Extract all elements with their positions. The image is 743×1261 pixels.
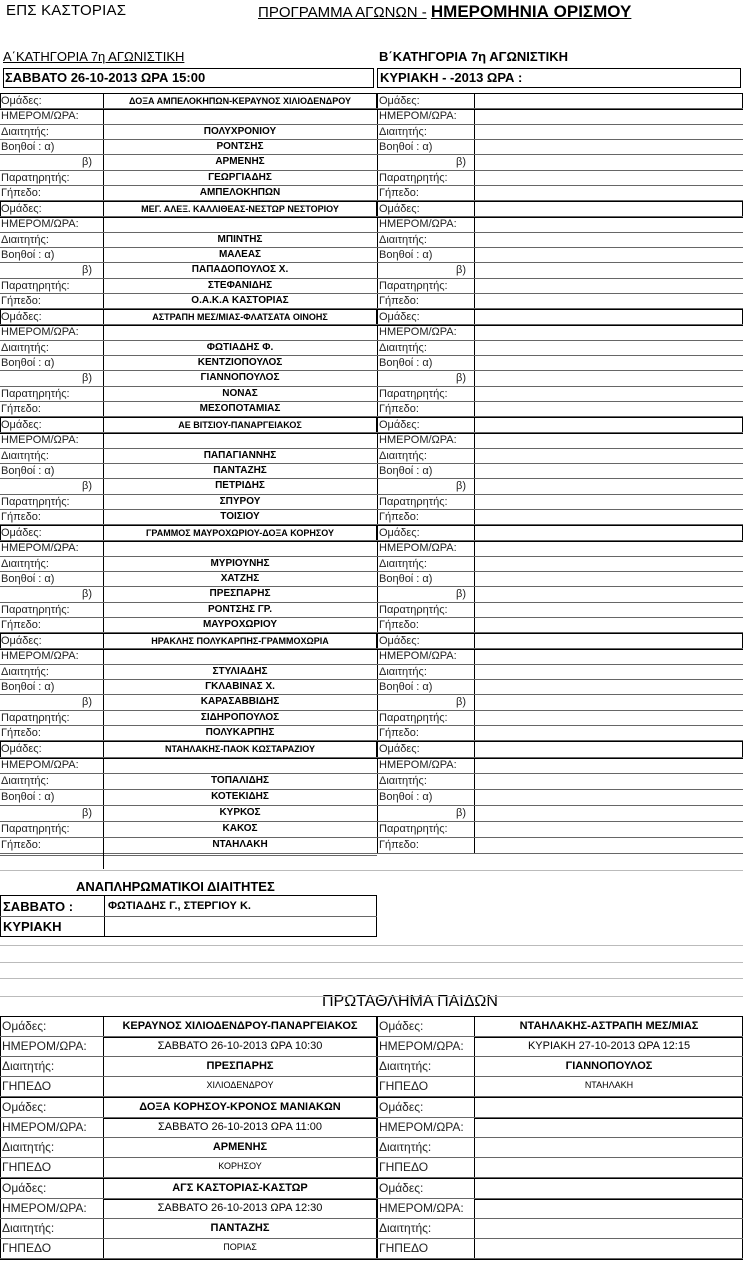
match-teams: ΑΕ ΒΙΤΣΙΟΥ-ΠΑΝΑΡΓΕΙΑΚΟΣ — [178, 420, 302, 430]
category-a-title: Α΄ΚΑΤΗΓΟΡΙΑ 7η ΑΓΩΝΙΣΤΙΚΗ — [3, 49, 185, 64]
label-datetime-left: ΗΜΕΡΟΜ/ΩΡΑ: — [1, 218, 79, 231]
label-teams-right: Ομάδες: — [379, 419, 420, 431]
kids-label-datetime-left: ΗΜΕΡΟΜ/ΩΡΑ: — [2, 1201, 87, 1215]
match-referee: ΜΠΙΝΤΗΣ — [217, 233, 263, 245]
label-observer-left: Παρατηρητής: — [1, 603, 70, 616]
label-datetime-left: ΗΜΕΡΟΜ/ΩΡΑ: — [1, 110, 79, 123]
match-asst_b: ΓΙΑΝΝΟΠΟΥΛΟΣ — [200, 372, 280, 384]
kids-row-line — [0, 1036, 743, 1037]
kids-label-referee-left: Διαιτητής: — [2, 1140, 55, 1154]
label-observer-right: Παρατηρητής: — [379, 495, 448, 508]
label-assistants-right: Βοηθοί : α) — [379, 572, 433, 585]
kids-right-datetime: ΚΥΡΙΑΚΗ 27-10-2013 ΩΡΑ 12:15 — [527, 1040, 691, 1052]
label-referee-left: Διαιτητής: — [1, 557, 49, 570]
label-datetime-right: ΗΜΕΡΟΜ/ΩΡΑ: — [379, 326, 457, 339]
kids-right-field: ΝΤΑΗΛΑΚΗ — [584, 1080, 634, 1090]
label-referee-left: Διαιτητής: — [1, 449, 49, 462]
kids-title: ΠΡΩΤΑΘΛΗΜΑ ΠΑΙΔΩΝ — [322, 993, 498, 1010]
kids-row-line — [0, 1137, 743, 1138]
kids-label-teams-left: Ομάδες: — [2, 1181, 47, 1195]
row-line — [0, 108, 743, 109]
label-assistants-left: Βοηθοί : α) — [1, 791, 55, 803]
label-field-right: Γήπεδο: — [379, 294, 419, 307]
label-referee-right: Διαιτητής: — [379, 665, 427, 678]
match-observer: ΡΟΝΤΣΗΣ ΓΡ. — [208, 603, 272, 615]
label-teams-left: Ομάδες: — [1, 311, 42, 323]
match-field: ΑΜΠΕΛΟΚΗΠΩΝ — [199, 186, 281, 198]
label-b-right: β) — [456, 156, 466, 169]
match-field: ΤΟΙΣΙΟΥ — [220, 510, 260, 522]
label-referee-right: Διαιτητής: — [379, 449, 427, 462]
label-observer-right: Παρατηρητής: — [379, 711, 448, 724]
label-b-right: β) — [456, 696, 466, 709]
label-teams-right: Ομάδες: — [379, 527, 420, 539]
label-teams-left: Ομάδες: — [1, 635, 42, 647]
label-field-right: Γήπεδο: — [379, 726, 419, 739]
row-line — [0, 757, 743, 758]
label-assistants-right: Βοηθοί : α) — [379, 680, 433, 693]
match-referee: ΤΟΠΑΛΙΔΗΣ — [210, 775, 269, 786]
label-observer-left: Παρατηρητής: — [1, 711, 70, 724]
match-asst_a: ΜΑΛΕΑΣ — [218, 248, 262, 260]
label-referee-right: Διαιτητής: — [379, 341, 427, 354]
kids-row-line — [0, 1157, 743, 1158]
label-b-left: β) — [82, 480, 92, 493]
label-datetime-left: ΗΜΕΡΟΜ/ΩΡΑ: — [1, 542, 79, 555]
label-observer-left: Παρατηρητής: — [1, 387, 70, 400]
label-referee-left: Διαιτητής: — [1, 341, 49, 354]
label-assistants-left: Βοηθοί : α) — [1, 248, 55, 261]
kids-left-datetime: ΣΑΒΒΑΤΟ 26-10-2013 ΩΡΑ 12:30 — [157, 1202, 323, 1214]
kids-right-teams: ΝΤΑΗΛΑΚΗΣ-ΑΣΤΡΑΠΗ ΜΕΣ/ΜΙΑΣ — [519, 1020, 699, 1032]
label-referee-right: Διαιτητής: — [379, 125, 427, 138]
match-referee: ΠΟΛΥΧΡΟΝΙΟΥ — [203, 125, 277, 137]
label-teams-right: Ομάδες: — [379, 311, 420, 323]
match-observer: ΣΠΥΡΟΥ — [219, 495, 261, 507]
label-datetime-left: ΗΜΕΡΟΜ/ΩΡΑ: — [1, 759, 79, 771]
kids-left-datetime: ΣΑΒΒΑΤΟ 26-10-2013 ΩΡΑ 11:00 — [157, 1121, 323, 1133]
match-teams: ΝΤΑΗΛΑΚΗΣ-ΠΑΟΚ ΚΩΣΤΑΡΑΖΙΟΥ — [164, 744, 316, 754]
row-line — [0, 432, 743, 433]
kids-label-datetime-left: ΗΜΕΡΟΜ/ΩΡΑ: — [2, 1039, 87, 1053]
match-field: ΜΑΥΡΟΧΩΡΙΟΥ — [202, 618, 278, 630]
label-assistants-left: Βοηθοί : α) — [1, 464, 55, 477]
label-field-right: Γήπεδο: — [379, 510, 419, 523]
empty-row-line — [0, 962, 743, 963]
match-asst_b: ΠΑΠΑΔΟΠΟΥΛΟΣ Χ. — [191, 264, 289, 276]
match-asst_a: ΡΟΝΤΣΗΣ — [216, 140, 264, 152]
label-referee-left: Διαιτητής: — [1, 125, 49, 138]
match-asst_b: ΠΡΕΣΠΑΡΗΣ — [209, 588, 271, 600]
kids-label-datetime-right: ΗΜΕΡΟΜ/ΩΡΑ: — [379, 1120, 464, 1134]
label-b-left: β) — [82, 588, 92, 601]
label-field-right: Γήπεδο: — [379, 186, 419, 199]
match-teams: ΔΟΞΑ ΑΜΠΕΛΟΚΗΠΩΝ-ΚΕΡΑΥΝΟΣ ΧΙΛΙΟΔΕΝΔΡΟΥ — [128, 96, 352, 106]
kids-label-field-right: ΓΗΠΕΔΟ — [379, 1160, 429, 1174]
label-teams-left: Ομάδες: — [1, 743, 42, 755]
match-field: ΠΟΛΥΚΑΡΠΗΣ — [205, 726, 275, 738]
kids-left-teams: ΔΟΞΑ ΚΟΡΗΣΟΥ-ΚΡΟΝΟΣ ΜΑΝΙΑΚΩΝ — [139, 1101, 341, 1113]
label-teams-right: Ομάδες: — [379, 95, 420, 107]
row-line — [0, 855, 377, 856]
label-field-left: Γήπεδο: — [1, 510, 41, 523]
label-b-right: β) — [456, 588, 466, 601]
label-observer-right: Παρατηρητής: — [379, 387, 448, 400]
label-teams-left: Ομάδες: — [1, 95, 42, 107]
kids-left-field: ΚΟΡΗΣΟΥ — [218, 1161, 262, 1171]
row-line — [0, 540, 743, 541]
kids-label-referee-right: Διαιτητής: — [379, 1221, 432, 1235]
match-asst_b: ΚΑΡΑΣΑΒΒΙΔΗΣ — [200, 696, 280, 708]
kids-label-teams-right: Ομάδες: — [379, 1019, 424, 1033]
kids-team-box-right — [474, 1178, 743, 1200]
label-teams-left: Ομάδες: — [1, 527, 42, 539]
label-b-right: β) — [456, 480, 466, 493]
subs-saturday-label: ΣΑΒΒΑΤΟ : — [3, 899, 74, 914]
label-field-left: Γήπεδο: — [1, 839, 41, 851]
label-datetime-right: ΗΜΕΡΟΜ/ΩΡΑ: — [379, 110, 457, 123]
label-datetime-right: ΗΜΕΡΟΜ/ΩΡΑ: — [379, 434, 457, 447]
match-asst_a: ΧΑΤΖΗΣ — [220, 572, 260, 584]
match-referee: ΜΥΡΙΟΥΝΗΣ — [210, 557, 270, 569]
subs-saturday-value: ΦΩΤΙΑΔΗΣ Γ., ΣΤΕΡΓΙΟΥ Κ. — [108, 900, 251, 912]
label-field-left: Γήπεδο: — [1, 402, 41, 415]
label-assistants-right: Βοηθοί : α) — [379, 248, 433, 261]
label-observer-left: Παρατηρητής: — [1, 823, 70, 835]
match-observer: ΓΕΩΡΓΙΑΔΗΣ — [208, 171, 272, 183]
subs-sunday-label: ΚΥΡΙΑΚΗ — [3, 919, 62, 934]
label-referee-left: Διαιτητής: — [1, 665, 49, 678]
label-observer-left: Παρατηρητής: — [1, 279, 70, 292]
kids-left-referee: ΠΑΝΤΑΖΗΣ — [210, 1222, 270, 1234]
label-assistants-right: Βοηθοί : α) — [379, 791, 433, 803]
label-field-left: Γήπεδο: — [1, 294, 41, 307]
kids-row-line — [0, 1198, 743, 1199]
kids-label-referee-left: Διαιτητής: — [2, 1059, 55, 1073]
match-asst_b: ΚΥΡΚΟΣ — [219, 807, 261, 818]
empty-row-line — [0, 870, 743, 871]
kids-row-line — [0, 1056, 743, 1057]
label-b-left: β) — [82, 372, 92, 385]
label-b-left: β) — [82, 264, 92, 277]
program-label: ΠΡΟΓΡΑΜΜΑ ΑΓΩΝΩΝ - — [258, 4, 427, 21]
match-field: ΜΕΣΟΠΟΤΑΜΙΑΣ — [199, 402, 281, 414]
match-observer: ΚΑΚΟΣ — [222, 823, 258, 834]
label-assistants-left: Βοηθοί : α) — [1, 680, 55, 693]
label-datetime-left: ΗΜΕΡΟΜ/ΩΡΑ: — [1, 650, 79, 663]
label-teams-right: Ομάδες: — [379, 635, 420, 647]
match-asst_b: ΑΡΜΕΝΗΣ — [215, 156, 265, 168]
match-asst_a: ΠΑΝΤΑΖΗΣ — [213, 464, 267, 476]
label-field-left: Γήπεδο: — [1, 618, 41, 631]
match-field: Ο.Α.Κ.Α ΚΑΣΤΟΡΙΑΣ — [191, 294, 289, 306]
label-datetime-right: ΗΜΕΡΟΜ/ΩΡΑ: — [379, 218, 457, 231]
kids-left-referee: ΠΡΕΣΠΑΡΗΣ — [206, 1060, 274, 1072]
label-referee-left: Διαιτητής: — [1, 233, 49, 246]
program-title — [258, 2, 631, 22]
match-observer: ΝΟΝΑΣ — [222, 387, 258, 399]
label-field-right: Γήπεδο: — [379, 618, 419, 631]
match-referee: ΦΩΤΙΑΔΗΣ Φ. — [206, 341, 274, 353]
kids-label-teams-right: Ομάδες: — [379, 1100, 424, 1114]
kids-left-referee: ΑΡΜΕΝΗΣ — [212, 1141, 268, 1153]
kids-label-field-left: ΓΗΠΕΔΟ — [2, 1160, 52, 1174]
label-datetime-right: ΗΜΕΡΟΜ/ΩΡΑ: — [379, 542, 457, 555]
match-referee: ΠΑΠΑΓΙΑΝΝΗΣ — [203, 449, 277, 461]
label-b-left: β) — [82, 156, 92, 169]
kids-label-referee-left: Διαιτητής: — [2, 1221, 55, 1235]
label-referee-right: Διαιτητής: — [379, 233, 427, 246]
match-teams: ΓΡΑΜΜΟΣ ΜΑΥΡΟΧΩΡΙΟΥ-ΔΟΞΑ ΚΟΡΗΣΟΥ — [145, 528, 335, 538]
label-referee-left: Διαιτητής: — [1, 775, 49, 787]
kids-row-line — [0, 1258, 743, 1259]
category-a-date: ΣΑΒΒΑΤΟ 26-10-2013 ΩΡΑ 15:00 — [3, 68, 374, 88]
category-b-title: Β΄ΚΑΤΗΓΟΡΙΑ 7η ΑΓΩΝΙΣΤΙΚΗ — [379, 49, 569, 64]
label-datetime-left: ΗΜΕΡΟΜ/ΩΡΑ: — [1, 326, 79, 339]
label-field-right: Γήπεδο: — [379, 402, 419, 415]
empty-row-line — [0, 978, 743, 979]
row-line — [0, 853, 743, 854]
label-observer-right: Παρατηρητής: — [379, 171, 448, 184]
match-asst_a: ΚΟΤΕΚΙΔΗΣ — [211, 791, 269, 802]
kids-label-referee-right: Διαιτητής: — [379, 1140, 432, 1154]
label-assistants-left: Βοηθοί : α) — [1, 356, 55, 369]
label-field-right: Γήπεδο: — [379, 839, 419, 851]
match-observer: ΣΙΔΗΡΟΠΟΥΛΟΣ — [200, 711, 280, 723]
row-line — [0, 324, 743, 325]
kids-label-teams-right: Ομάδες: — [379, 1181, 424, 1195]
label-teams-left: Ομάδες: — [1, 203, 42, 215]
kids-team-box-right — [474, 1097, 743, 1119]
label-field-left: Γήπεδο: — [1, 726, 41, 739]
label-assistants-left: Βοηθοί : α) — [1, 140, 55, 153]
label-datetime-right: ΗΜΕΡΟΜ/ΩΡΑ: — [379, 650, 457, 663]
match-teams: ΑΣΤΡΑΠΗ ΜΕΣ/ΜΙΑΣ-ΦΛΑΤΣΑΤΑ ΟΙΝΟΗΣ — [152, 312, 328, 322]
kids-left-teams: ΚΕΡΑΥΝΟΣ ΧΙΛΙΟΔΕΝΔΡΟΥ-ΠΑΝΑΡΓΕΙΑΚΟΣ — [122, 1020, 358, 1032]
empty-row-line — [0, 996, 743, 997]
category-b-date: ΚΥΡΙΑΚΗ - -2013 ΩΡΑ : — [377, 68, 741, 88]
label-b-left: β) — [82, 807, 92, 819]
kids-label-teams-left: Ομάδες: — [2, 1019, 47, 1033]
label-b-left: β) — [82, 696, 92, 709]
label-observer-left: Παρατηρητής: — [1, 495, 70, 508]
label-teams-right: Ομάδες: — [379, 203, 420, 215]
label-observer-right: Παρατηρητής: — [379, 823, 448, 835]
kids-row-line — [0, 1218, 743, 1219]
kids-label-field-right: ΓΗΠΕΔΟ — [379, 1079, 429, 1093]
match-teams: ΗΡΑΚΛΗΣ ΠΟΛΥΚΑΡΠΗΣ-ΓΡΑΜΜΟΧΩΡΙΑ — [151, 636, 329, 646]
label-teams-right: Ομάδες: — [379, 743, 420, 755]
match-field: ΝΤΑΗΛΑΚΗ — [212, 839, 268, 850]
subs-title: ΑΝΑΠΛΗΡΩΜΑΤΙΚΟΙ ΔΙΑΙΤΗΤΕΣ — [76, 879, 275, 894]
label-assistants-right: Βοηθοί : α) — [379, 356, 433, 369]
match-asst_a: ΚΕΝΤΖΙΟΠΟΥΛΟΣ — [197, 356, 283, 368]
kids-left-teams: ΑΓΣ ΚΑΣΤΟΡΙΑΣ-ΚΑΣΤΩΡ — [172, 1182, 308, 1194]
label-teams-left: Ομάδες: — [1, 419, 42, 431]
kids-label-field-left: ΓΗΠΕΔΟ — [2, 1079, 52, 1093]
kids-row-line — [0, 1117, 743, 1118]
kids-left-field: ΠΟΡΙΑΣ — [223, 1242, 257, 1252]
org-name: ΕΠΣ ΚΑΣΤΟΡΙΑΣ — [6, 2, 127, 19]
row-line — [0, 648, 743, 649]
match-asst_a: ΓΚΛΑΒΙΝΑΣ Χ. — [205, 680, 275, 692]
label-b-right: β) — [456, 807, 466, 819]
empty-row-line — [0, 945, 743, 946]
row-line — [0, 216, 743, 217]
kids-left-datetime: ΣΑΒΒΑΤΟ 26-10-2013 ΩΡΑ 10:30 — [157, 1040, 323, 1052]
label-referee-right: Διαιτητής: — [379, 775, 427, 787]
label-observer-left: Παρατηρητής: — [1, 171, 70, 184]
kids-label-field-right: ΓΗΠΕΔΟ — [379, 1241, 429, 1255]
match-asst_b: ΠΕΤΡΙΔΗΣ — [215, 480, 265, 492]
divider-left — [103, 853, 104, 869]
match-referee: ΣΤΥΛΙΑΔΗΣ — [212, 665, 268, 677]
label-observer-right: Παρατηρητής: — [379, 603, 448, 616]
label-datetime-right: ΗΜΕΡΟΜ/ΩΡΑ: — [379, 759, 457, 771]
match-teams: ΜΕΓ. ΑΛΕΞ. ΚΑΛΛΙΘΕΑΣ-ΝΕΣΤΩΡ ΝΕΣΤΟΡΙΟΥ — [141, 204, 339, 214]
label-referee-right: Διαιτητής: — [379, 557, 427, 570]
kids-label-datetime-right: ΗΜΕΡΟΜ/ΩΡΑ: — [379, 1039, 464, 1053]
kids-right-referee: ΓΙΑΝΝΟΠΟΥΛΟΣ — [565, 1060, 653, 1072]
kids-label-referee-right: Διαιτητής: — [379, 1059, 432, 1073]
label-assistants-right: Βοηθοί : α) — [379, 464, 433, 477]
kids-label-teams-left: Ομάδες: — [2, 1100, 47, 1114]
label-observer-right: Παρατηρητής: — [379, 279, 448, 292]
label-b-right: β) — [456, 264, 466, 277]
kids-left-field: ΧΙΛΙΟΔΕΝΔΡΟΥ — [206, 1080, 274, 1090]
label-field-left: Γήπεδο: — [1, 186, 41, 199]
label-b-right: β) — [456, 372, 466, 385]
label-datetime-left: ΗΜΕΡΟΜ/ΩΡΑ: — [1, 434, 79, 447]
match-observer: ΣΤΕΦΑΝΙΔΗΣ — [207, 279, 273, 291]
label-assistants-left: Βοηθοί : α) — [1, 572, 55, 585]
kids-label-field-left: ΓΗΠΕΔΟ — [2, 1241, 52, 1255]
kids-label-datetime-right: ΗΜΕΡΟΜ/ΩΡΑ: — [379, 1201, 464, 1215]
kids-row-line — [0, 1238, 743, 1239]
kids-label-datetime-left: ΗΜΕΡΟΜ/ΩΡΑ: — [2, 1120, 87, 1134]
kids-row-line — [0, 1076, 743, 1077]
label-assistants-right: Βοηθοί : α) — [379, 140, 433, 153]
subs-row-line — [0, 916, 377, 917]
date-title: ΗΜΕΡΟΜΗΝΙΑ ΟΡΙΣΜΟΥ — [430, 2, 632, 21]
